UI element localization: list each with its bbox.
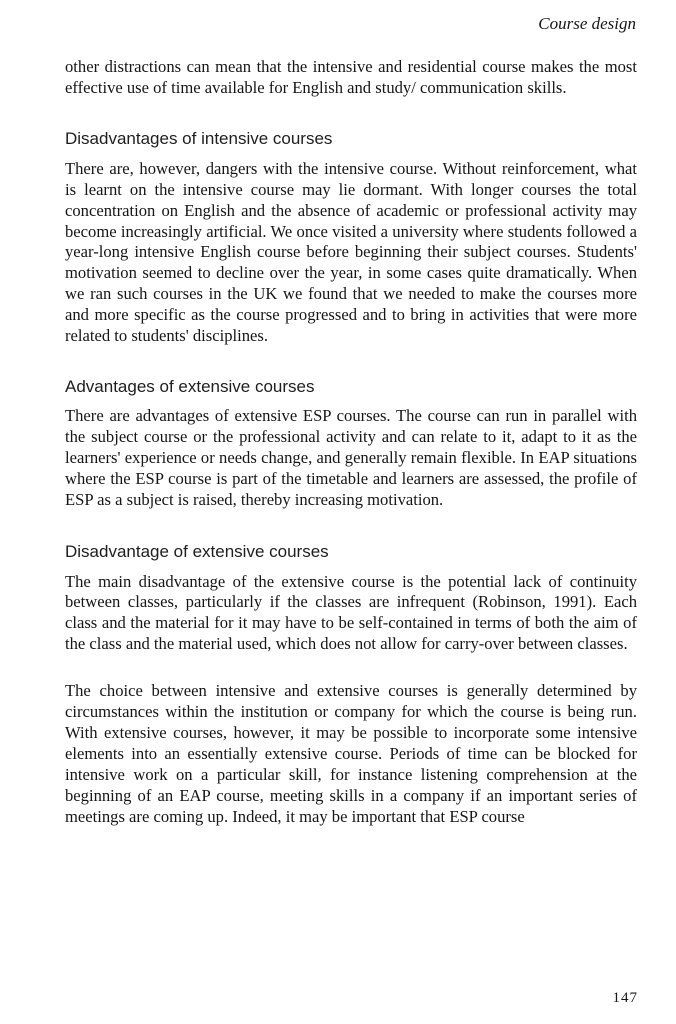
paragraph-continuation: other distractions can mean that the intensive and residential course makes the most effective use of time available for English and study/ communication skills. [65,57,637,97]
paragraph-extensive-disadvantage: The main disadvantage of the extensive course is the potential lack of continuity between classes, particularly if the classes are infrequent (Robinson, 1991). Each class and the material for it may have to be self-contained in terms of both the aim of the class and the material used, which does not allow for carry-over between classes. [65,571,637,654]
paragraph-extensive-advantages: There are advantages of extensive ESP courses. The course can run in parallel with the subject course or the professional activity and can relate to it, adapt to it as the learners' experience or needs change, and generally remain flexible. In EAP situations where the ESP course is part of the timetable and learners are assessed, the profile of ESP as a subject is raised, thereby increasing motivation. [65,405,637,509]
page-number: 147 [612,990,638,1006]
running-head: Course design [538,14,636,33]
heading-advantages-extensive: Advantages of extensive courses [65,376,315,396]
page-body [65,57,637,827]
paragraph-intensive-dangers: There are, however, dangers with the intensive course. Without reinforcement, what is learnt on the intensive course may lie dormant. With longer courses the total concentration on English and the absence of academic or professional activity may become increasingly artificial. We once visited a university where students followed a year-long intensive English course before beginning their subject courses. Students' motivation seemed to decline over the year, in some cases quite dramatically. When we ran such courses in the UK we found that we needed to make the courses more and more specific as the course progressed and to bring in activities that were more related to students' disciplines. [65,158,637,346]
heading-disadvantage-extensive: Disadvantage of extensive courses [65,541,329,561]
heading-disadvantages-intensive: Disadvantages of intensive courses [65,128,333,148]
paragraph-course-choice: The choice between intensive and extensive courses is generally determined by circumstances within the institution or company for which the course is being run. With extensive courses, however, it may be possible to incorporate some intensive elements into an essentially extensive course. Periods of time can be blocked for intensive work on a particular skill, for instance listening comprehension at the beginning of an EAP course, meeting skills in a company if an important series of meetings are coming up. Indeed, it may be important that ESP course [65,681,637,826]
